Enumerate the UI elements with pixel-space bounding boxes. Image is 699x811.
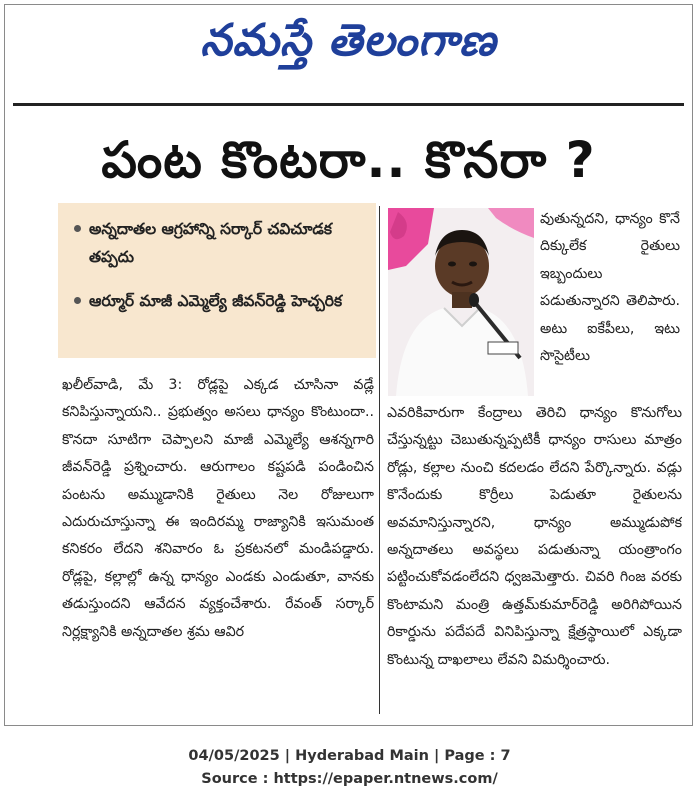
summary-item — [74, 215, 368, 271]
article-headline: పంట కొంటరా.. కొనరా ? — [101, 131, 596, 189]
speaker-photo — [388, 208, 534, 396]
summary-text: అన్నదాతల ఆగ్రహాన్ని సర్కార్ చవిచూడక తప్పదు — [89, 220, 332, 266]
summary-text: ఆర్మూర్ మాజీ ఎమ్మెల్యే జీవన్‌రెడ్డి హెచ్చరిక — [89, 292, 343, 310]
summary-item — [74, 287, 368, 315]
speaker-photo-illustration — [388, 208, 534, 396]
article-column-right-top: వుతున్నదని, ధాన్యం కొనే దిక్కులేక రైతులు ఇబ్బందులు పడుతున్నారని తెలిపారు. అటు ఐకేపీలు, ఇటు సొసైటీలు — [540, 211, 680, 365]
newspaper-masthead: నమస్తే తెలంగాణ — [200, 15, 497, 66]
header-rule — [13, 103, 684, 106]
article-column-left: ఖలీల్‌వాడి, మే 3: రోడ్లపై ఎక్కడ చూసినా వడ్లే కనిపిస్తున్నాయని.. ప్రభుత్వం అసలు ధాన్యం కొంటుందా.. కొనదా సూటిగా చెప్పాలని మాజీ ఎమ్మెల్యే ఆశన్నగారి జీవన్‌రెడ్డి ప్రశ్నించారు. ఆరుగాలం కష్టపడి పండించిన పంటను అమ్ముడానికి రైతులు నెల రోజులుగా ఎదురుచూస్తున్నా ఈ ఇందిరమ్మ రాజ్యానికి ఇసుమంత కనికరం లేదని శనివారం ఓ ప్రకటనలో మండిపడ్డారు. రోడ్లపై, కల్లాల్లో ఉన్న ధాన్యం ఎండకు ఎండుతూ, వానకు తడుస్తుందని ఆవేదన వ్యక్తంచేశారు. రేవంత్ సర్కార్ నిర్లక్ష్యానికి అన్నదాతల శ్రమ ఆవిర — [62, 377, 374, 640]
column-divider — [379, 206, 380, 714]
bullet-icon — [74, 297, 81, 304]
article-column-right-bottom: ఎవరికివారుగా కేంద్రాలు తెరిచి ధాన్యం కొనుగోలు చేస్తున్నట్టు చెబుతున్నప్పటికీ ధాన్యం రాసులు మాత్రం రోడ్లు, కల్లాల నుంచి కదలడం లేదని పేర్కొన్నారు. వడ్లు కొనేందుకు కొర్రీలు పెడుతూ రైతులను అవమానిస్తున్నారని, ధాన్యం అమ్ముడుపోక అన్నదాతలు అవస్థలు పడుతున్నా యంత్రాంగం పట్టించుకోవడంలేదని ధ్వజమెత్తారు. చివరి గింజ వరకు కొంటామని మంత్రి ఉత్తమ్‌కుమార్‌రెడ్డి అరిగిపోయిన రికార్డును పదేపదే వినిపిస్తున్నా క్షేత్రస్థాయిలో ఎక్కడా కొంటున్న దాఖలాలు లేవని విమర్శించారు. — [387, 405, 682, 668]
source-link[interactable]: Source : https://epaper.ntnews.com/ — [201, 771, 498, 787]
summary-box — [58, 203, 376, 358]
edition-info: 04/05/2025 | Hyderabad Main | Page : 7 — [188, 748, 511, 764]
bullet-icon — [74, 225, 81, 232]
